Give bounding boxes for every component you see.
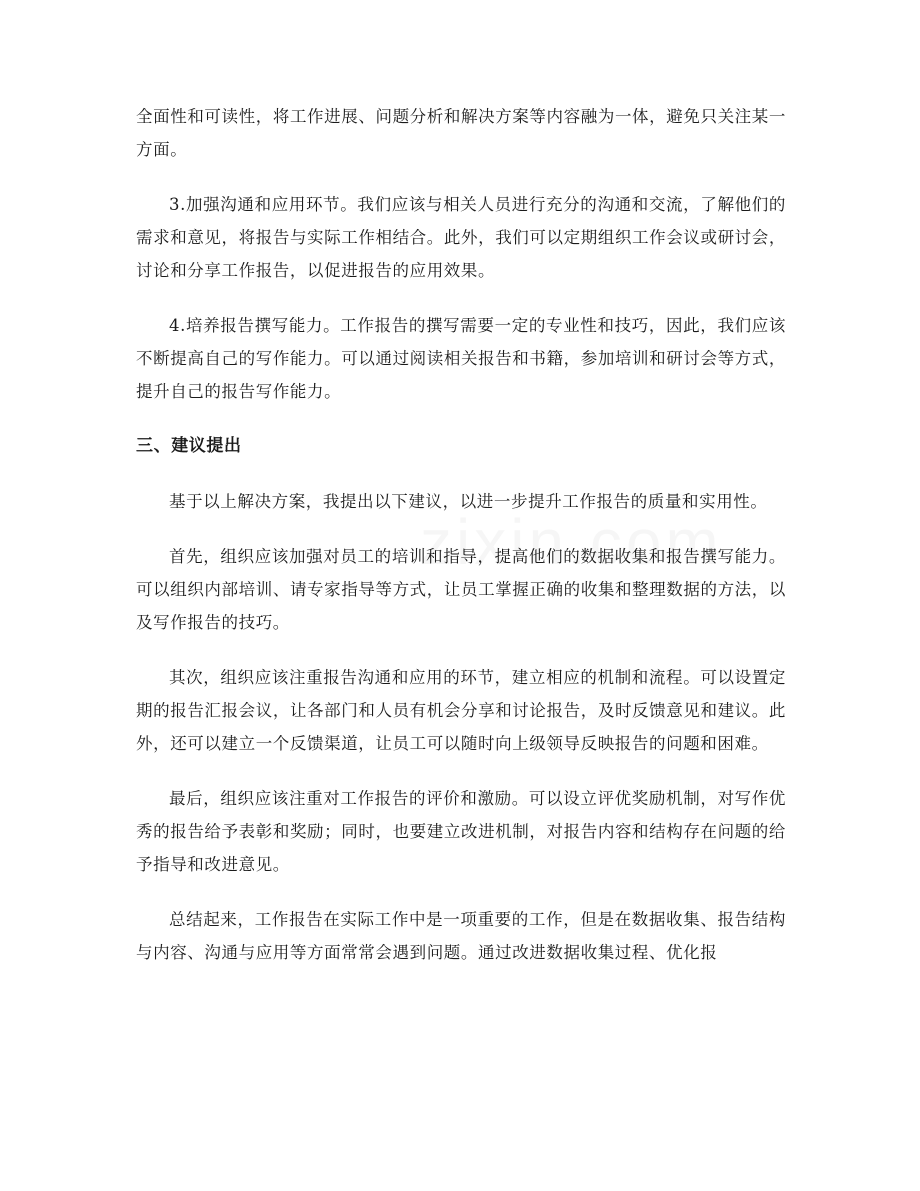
paragraph-item-4: 4.培养报告撰写能力。工作报告的撰写需要一定的专业性和技巧，因此，我们应该不断提高自己的写作能力。可以通过阅读相关报告和书籍，参加培训和研讨会等方式，提升自己的报告写作能力。 <box>136 316 786 401</box>
paragraph-item-3: 3.加强沟通和应用环节。我们应该与相关人员进行充分的沟通和交流，了解他们的需求和意见，将报告与实际工作相结合。此外，我们可以定期组织工作会议或研讨会，讨论和分享工作报告，以促进报告的应用效果。 <box>136 195 786 280</box>
paragraph-continuation: 全面性和可读性，将工作进展、问题分析和解决方案等内容融为一体，避免只关注某一方面。 <box>136 107 786 159</box>
paragraph-first: 首先，组织应该加强对员工的培训和指导，提高他们的数据收集和报告撰写能力。可以组织内部培训、请专家指导等方式，让员工掌握正确的收集和整理数据的方法，以及写作报告的技巧。 <box>136 547 786 632</box>
paragraph-last: 最后，组织应该注重对工作报告的评价和激励。可以设立评优奖励机制，对写作优秀的报告给予表彰和奖励；同时，也要建立改进机制，对报告内容和结构存在问题的给予指导和改进意见。 <box>136 789 786 874</box>
document-body <box>136 100 786 991</box>
paragraph-summary: 总结起来，工作报告在实际工作中是一项重要的工作，但是在数据收集、报告结构与内容、沟通与应用等方面常常会遇到问题。通过改进数据收集过程、优化报 <box>136 910 786 962</box>
paragraph-second: 其次，组织应该注重报告沟通和应用的环节，建立相应的机制和流程。可以设置定期的报告汇报会议，让各部门和人员有机会分享和讨论报告，及时反馈意见和建议。此外，还可以建立一个反馈渠道，让员工可以随时向上级领导反映报告的问题和困难。 <box>136 668 786 753</box>
paragraph-intro: 基于以上解决方案，我提出以下建议，以进一步提升工作报告的质量和实用性。 <box>169 492 768 511</box>
section-heading: 三、建议提出 <box>136 436 242 456</box>
